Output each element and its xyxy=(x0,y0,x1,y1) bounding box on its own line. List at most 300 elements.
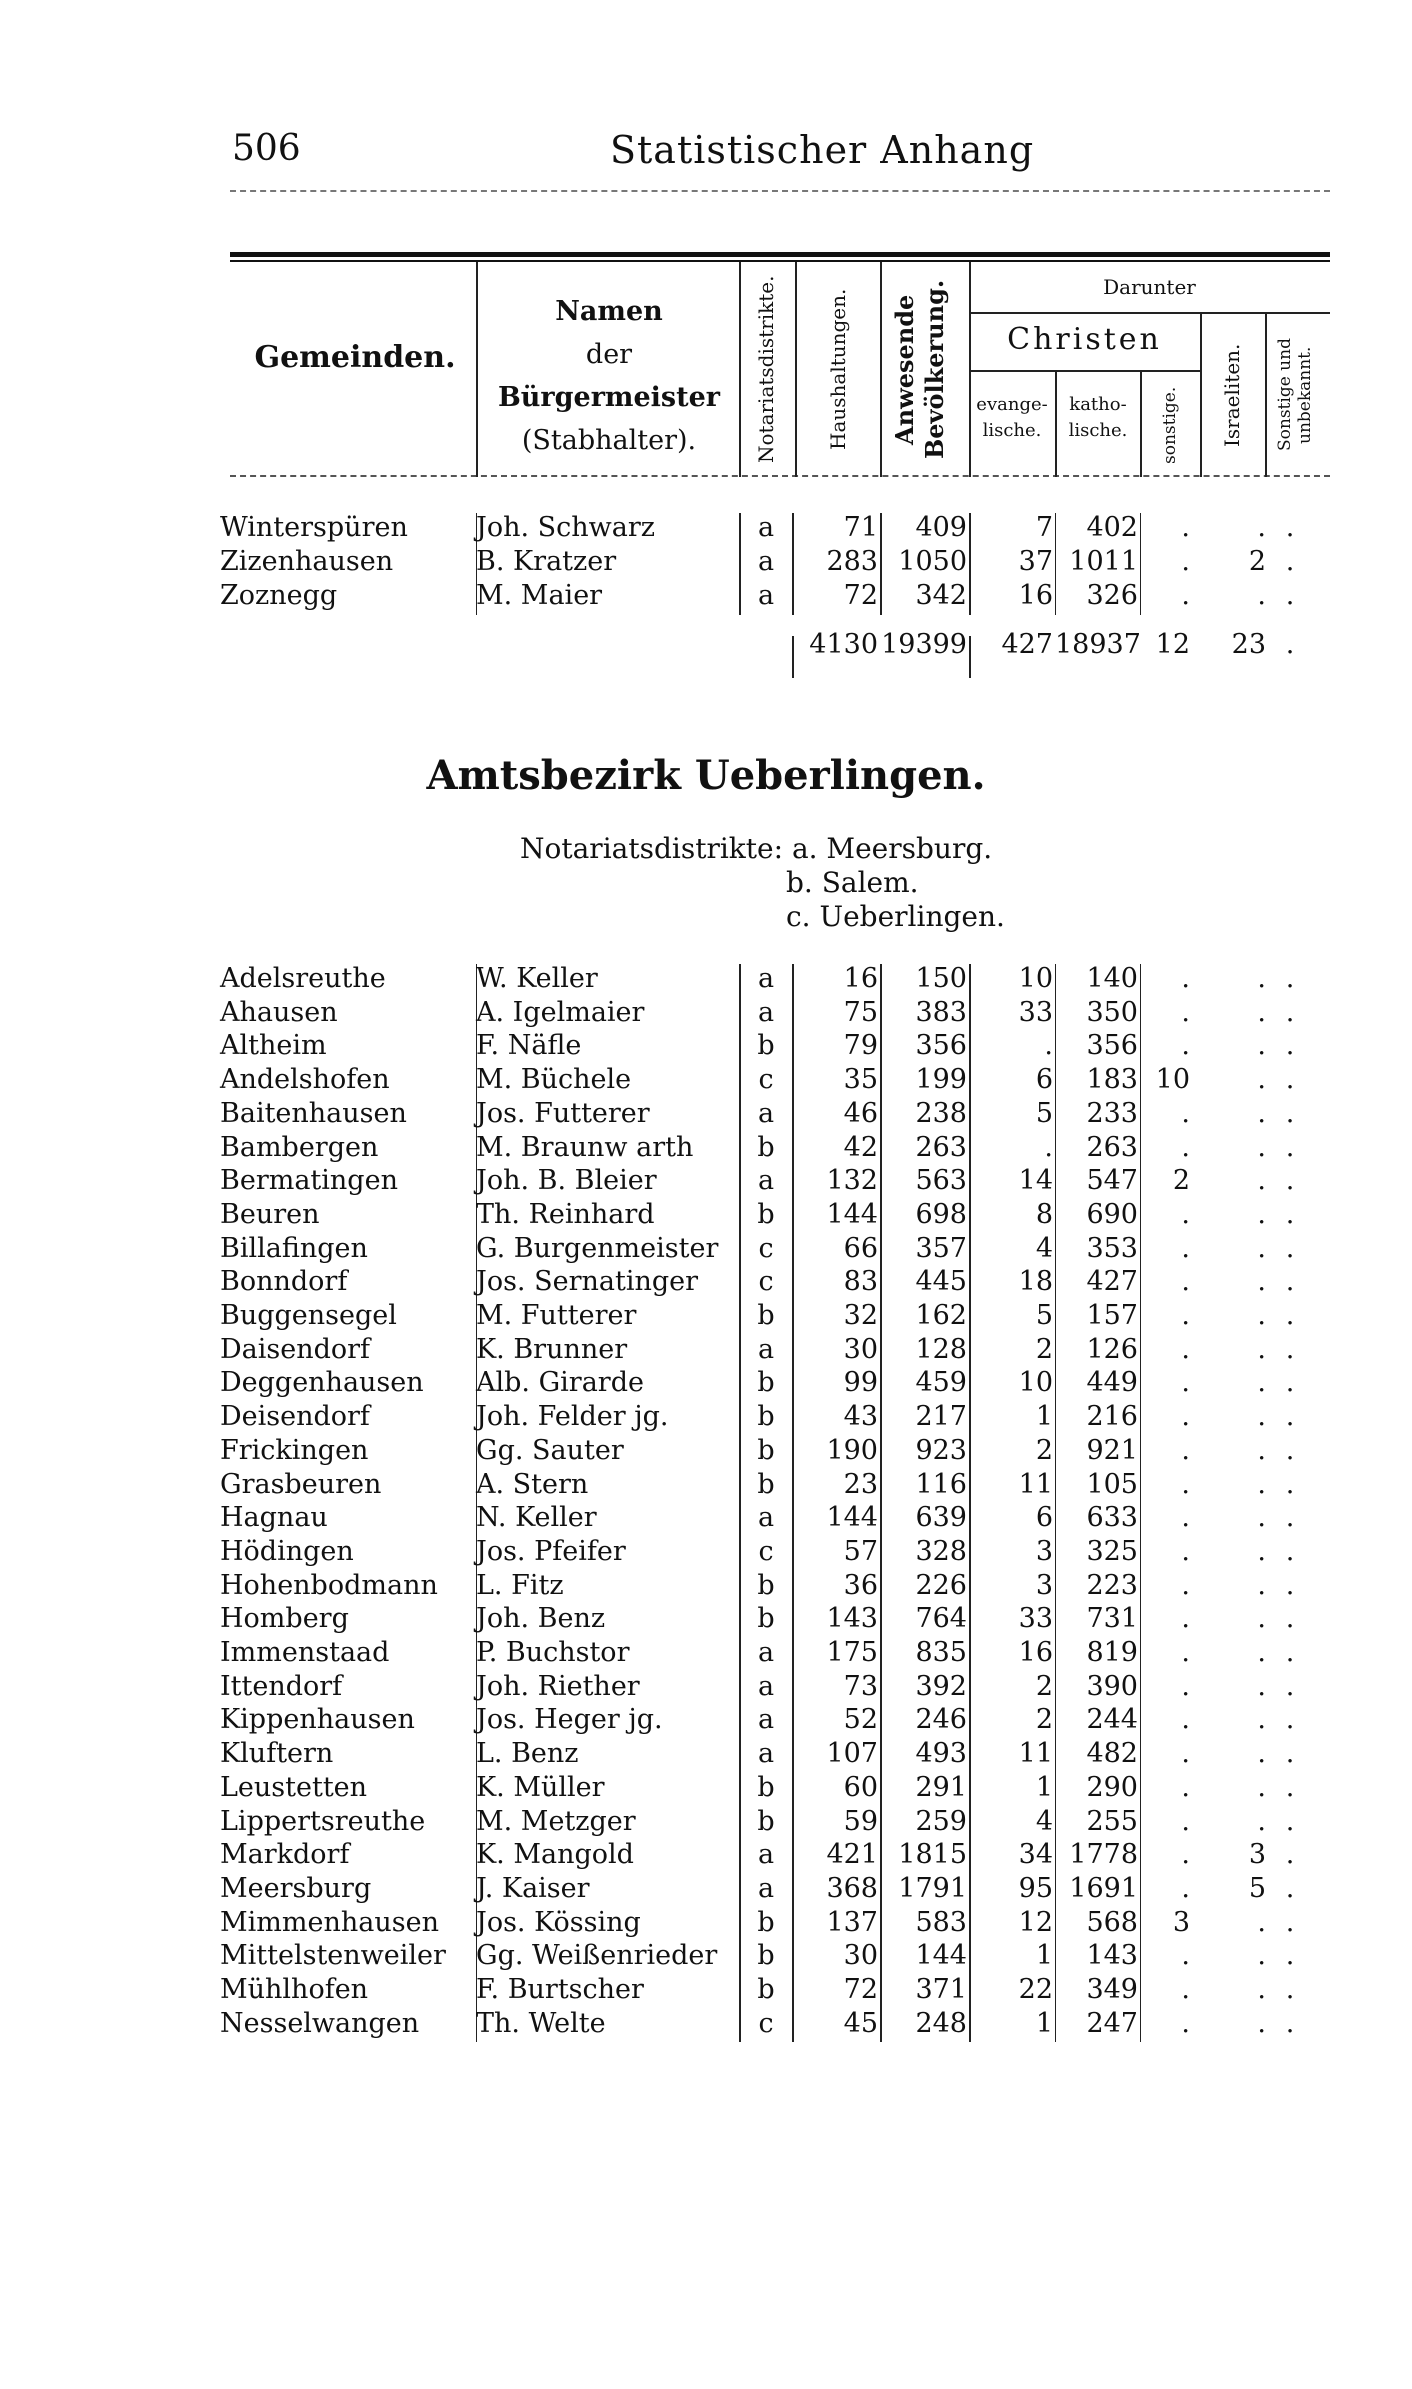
header-katholische: katho-lische. xyxy=(1068,394,1128,441)
table-row xyxy=(0,1872,1412,1906)
cell-haushaltungen: 144 xyxy=(826,1198,878,1230)
col-divider xyxy=(880,262,882,477)
cell-haushaltungen: 16 xyxy=(843,963,878,994)
cell-haushaltungen: 143 xyxy=(826,1603,878,1635)
cell-evangelisch: 4 xyxy=(1035,1232,1053,1264)
cell-gemeinde: Leustetten xyxy=(220,1771,368,1803)
cell-haushaltungen: 72 xyxy=(843,580,878,611)
header-gemeinden: Gemeinden. xyxy=(254,340,456,375)
cell-notariat: b xyxy=(757,1805,775,1837)
cell-sonstige: . xyxy=(1181,1131,1190,1163)
cell-notariat: b xyxy=(757,1940,775,1972)
cell-israeliten: . xyxy=(1257,1300,1266,1331)
cell-buergermeister: M. Maier xyxy=(476,580,603,611)
cell-haushaltungen: 99 xyxy=(843,1367,878,1399)
cell-evangelisch: 2 xyxy=(1035,1704,1053,1736)
cell-israeliten: . xyxy=(1257,1401,1266,1433)
cell-gemeinde: Mittelstenweiler xyxy=(220,1940,446,1972)
cell-unbekannt: . xyxy=(1285,2007,1295,2039)
header-anwesende: Anwesende xyxy=(890,294,919,445)
col-divider xyxy=(1200,312,1202,477)
cell-unbekannt: . xyxy=(1285,1064,1295,1096)
cell-sonstige: . xyxy=(1181,1805,1190,1837)
cell-israeliten: . xyxy=(1257,1333,1266,1365)
christen-rule xyxy=(969,370,1200,372)
cell-evangelisch: 3 xyxy=(1035,1569,1053,1601)
cell-bevoelkerung: 698 xyxy=(915,1198,967,1230)
cell-buergermeister: Joh. Felder jg. xyxy=(476,1401,669,1433)
cell-buergermeister: M. Büchele xyxy=(476,1064,632,1096)
cell-evangelisch: 2 xyxy=(1035,1333,1053,1365)
cell-katholisch: 183 xyxy=(1086,1064,1138,1096)
table-row xyxy=(0,1569,1412,1603)
cell-bevoelkerung: 150 xyxy=(915,963,967,994)
cell-sonstige: . xyxy=(1181,1974,1190,2005)
cell-buergermeister: A. Stern xyxy=(476,1468,589,1500)
cell-bevoelkerung: 226 xyxy=(915,1569,967,1601)
table-row xyxy=(0,1299,1412,1333)
header-namen: Namen xyxy=(555,296,663,327)
cell-evangelisch: 95 xyxy=(1018,1872,1053,1904)
table-row xyxy=(0,1097,1412,1131)
table-row xyxy=(0,1265,1412,1299)
cell-sonstige: . xyxy=(1181,1401,1190,1433)
cell-unbekannt: . xyxy=(1285,1131,1295,1163)
cell-gemeinde: Lippertsreuthe xyxy=(220,1805,426,1837)
header-divider xyxy=(230,190,1330,192)
cell-israeliten: . xyxy=(1257,1670,1266,1702)
cell-evangelisch: 2 xyxy=(1035,1434,1053,1466)
section-title: Amtsbezirk Ueberlingen. xyxy=(426,752,986,799)
cell-unbekannt: . xyxy=(1285,580,1295,611)
notariat-list xyxy=(520,832,1005,934)
cell-katholisch: 157 xyxy=(1086,1300,1138,1331)
cell-bevoelkerung: 263 xyxy=(915,1131,967,1163)
cell-gemeinde: Frickingen xyxy=(220,1434,369,1466)
table-row xyxy=(0,1468,1412,1502)
cell-katholisch: 819 xyxy=(1086,1637,1138,1668)
total-haushaltungen: 4130 xyxy=(809,629,878,660)
cell-haushaltungen: 73 xyxy=(843,1670,878,1702)
cell-notariat: a xyxy=(757,1637,775,1668)
cell-buergermeister: K. Müller xyxy=(476,1771,605,1803)
table-row xyxy=(0,1805,1412,1839)
header-evangelische: evange-lische. xyxy=(976,394,1048,441)
cell-buergermeister: N. Keller xyxy=(476,1502,597,1534)
cell-unbekannt: . xyxy=(1285,1030,1295,1062)
cell-unbekannt: . xyxy=(1285,1198,1295,1230)
cell-israeliten: . xyxy=(1257,1198,1266,1230)
cell-notariat: a xyxy=(757,546,775,577)
cell-notariat: a xyxy=(757,1333,775,1365)
cell-sonstige: . xyxy=(1181,512,1190,543)
cell-haushaltungen: 75 xyxy=(843,996,878,1028)
cell-katholisch: 244 xyxy=(1086,1704,1138,1736)
cell-haushaltungen: 71 xyxy=(843,512,878,543)
cell-bevoelkerung: 1815 xyxy=(898,1839,967,1871)
cell-buergermeister: W. Keller xyxy=(476,963,598,994)
table-row xyxy=(0,1131,1412,1165)
cell-gemeinde: Kippenhausen xyxy=(220,1704,415,1736)
cell-katholisch: 349 xyxy=(1086,1974,1138,2005)
cell-haushaltungen: 132 xyxy=(826,1165,878,1197)
cell-katholisch: 326 xyxy=(1086,580,1138,611)
cell-unbekannt: . xyxy=(1285,963,1295,994)
cell-haushaltungen: 30 xyxy=(843,1940,878,1972)
cell-katholisch: 1011 xyxy=(1069,546,1138,577)
cell-haushaltungen: 23 xyxy=(843,1468,878,1500)
cell-evangelisch: 1 xyxy=(1035,2007,1053,2039)
cell-haushaltungen: 60 xyxy=(843,1771,878,1803)
cell-israeliten: . xyxy=(1257,1940,1266,1972)
cell-unbekannt: . xyxy=(1285,1300,1295,1331)
cell-evangelisch: 14 xyxy=(1018,1165,1053,1197)
cell-haushaltungen: 283 xyxy=(826,546,878,577)
cell-notariat: b xyxy=(757,1030,775,1062)
cell-bevoelkerung: 217 xyxy=(915,1401,967,1433)
cell-notariat: b xyxy=(757,1906,775,1938)
cell-notariat: b xyxy=(757,1603,775,1635)
cell-haushaltungen: 59 xyxy=(843,1805,878,1837)
table-row xyxy=(0,1400,1412,1434)
cell-buergermeister: F. Näfle xyxy=(476,1030,582,1062)
cell-sonstige: 2 xyxy=(1172,1165,1190,1197)
cell-sonstige: 10 xyxy=(1155,1064,1190,1096)
table-row xyxy=(0,1838,1412,1872)
cell-katholisch: 233 xyxy=(1086,1097,1138,1129)
cell-unbekannt: . xyxy=(1285,546,1295,577)
cell-evangelisch: 11 xyxy=(1018,1738,1053,1770)
cell-katholisch: 547 xyxy=(1086,1165,1138,1197)
cell-evangelisch: . xyxy=(1044,1131,1053,1163)
total-unbekannt: . xyxy=(1285,629,1295,660)
cell-sonstige: . xyxy=(1181,1872,1190,1904)
cell-israeliten: . xyxy=(1257,1502,1266,1534)
table-row xyxy=(0,1602,1412,1636)
cell-buergermeister: L. Fitz xyxy=(476,1569,564,1601)
cell-gemeinde: Hohenbodmann xyxy=(220,1569,438,1601)
cell-sonstige: . xyxy=(1181,1670,1190,1702)
cell-bevoelkerung: 835 xyxy=(915,1637,967,1668)
cell-katholisch: 1691 xyxy=(1069,1872,1138,1904)
cell-sonstige: . xyxy=(1181,1535,1190,1567)
cell-sonstige: 3 xyxy=(1172,1906,1190,1938)
cell-notariat: c xyxy=(758,1535,774,1567)
cell-notariat: a xyxy=(757,1502,775,1534)
col-divider xyxy=(1055,370,1057,477)
cell-evangelisch: 10 xyxy=(1018,1367,1053,1399)
totals-row xyxy=(0,628,1412,662)
cell-haushaltungen: 43 xyxy=(843,1401,878,1433)
cell-buergermeister: M. Metzger xyxy=(476,1805,636,1837)
cell-haushaltungen: 79 xyxy=(843,1030,878,1062)
running-title: Statistischer Anhang xyxy=(610,128,1035,172)
table-row xyxy=(0,1737,1412,1771)
cell-israeliten: . xyxy=(1257,1131,1266,1163)
cell-israeliten: . xyxy=(1257,580,1266,611)
table-row xyxy=(0,511,1412,545)
cell-evangelisch: 1 xyxy=(1035,1940,1053,1972)
cell-sonstige: . xyxy=(1181,963,1190,994)
header-bevoelkerung-label: Bevölkerung. xyxy=(920,279,949,460)
cell-bevoelkerung: 1791 xyxy=(898,1872,967,1904)
cell-evangelisch: . xyxy=(1044,1030,1053,1062)
cell-bevoelkerung: 445 xyxy=(915,1266,967,1298)
cell-haushaltungen: 368 xyxy=(826,1872,878,1904)
cell-buergermeister: Joh. Riether xyxy=(476,1670,640,1702)
cell-katholisch: 140 xyxy=(1086,963,1138,994)
cell-bevoelkerung: 392 xyxy=(915,1670,967,1702)
table-row xyxy=(0,1063,1412,1097)
cell-evangelisch: 10 xyxy=(1018,963,1053,994)
cell-bevoelkerung: 162 xyxy=(915,1300,967,1331)
cell-gemeinde: Nesselwangen xyxy=(220,2007,420,2039)
cell-israeliten: . xyxy=(1257,2007,1266,2039)
cell-notariat: c xyxy=(758,2007,774,2039)
cell-gemeinde: Altheim xyxy=(220,1030,327,1062)
cell-evangelisch: 7 xyxy=(1035,512,1053,543)
cell-gemeinde: Ahausen xyxy=(220,996,338,1028)
cell-buergermeister: Joh. Schwarz xyxy=(476,512,655,543)
cell-notariat: a xyxy=(757,1097,775,1129)
cell-buergermeister: B. Kratzer xyxy=(476,546,617,577)
cell-haushaltungen: 137 xyxy=(826,1906,878,1938)
table-row xyxy=(0,1434,1412,1468)
cell-notariat: b xyxy=(757,1434,775,1466)
cell-buergermeister: F. Burtscher xyxy=(476,1974,644,2005)
table-row xyxy=(0,1366,1412,1400)
cell-buergermeister: M. Futterer xyxy=(476,1300,637,1331)
cell-notariat: a xyxy=(757,512,775,543)
total-bevoelkerung: 19399 xyxy=(881,629,967,660)
header-haushaltungen: Haushaltungen. xyxy=(826,288,850,451)
header-bevoelkerung xyxy=(890,272,950,467)
cell-haushaltungen: 144 xyxy=(826,1502,878,1534)
cell-israeliten: . xyxy=(1257,1535,1266,1567)
cell-haushaltungen: 32 xyxy=(843,1300,878,1331)
cell-evangelisch: 4 xyxy=(1035,1805,1053,1837)
cell-gemeinde: Bermatingen xyxy=(220,1165,398,1197)
cell-sonstige: . xyxy=(1181,1266,1190,1298)
cell-notariat: a xyxy=(757,1872,775,1904)
header-buergermeister-label: Bürgermeister xyxy=(497,382,721,413)
cell-sonstige: . xyxy=(1181,1771,1190,1803)
cell-haushaltungen: 35 xyxy=(843,1064,878,1096)
cell-sonstige: . xyxy=(1181,1333,1190,1365)
cell-bevoelkerung: 116 xyxy=(915,1468,967,1500)
cell-notariat: c xyxy=(758,1266,774,1298)
cell-unbekannt: . xyxy=(1285,1670,1295,1702)
cell-buergermeister: Gg. Weißenrieder xyxy=(476,1940,718,1972)
cell-notariat: a xyxy=(757,996,775,1028)
cell-katholisch: 1778 xyxy=(1069,1839,1138,1871)
cell-gemeinde: Zizenhausen xyxy=(220,546,394,577)
cell-katholisch: 390 xyxy=(1086,1670,1138,1702)
cell-evangelisch: 34 xyxy=(1018,1839,1053,1871)
cell-katholisch: 921 xyxy=(1086,1434,1138,1466)
cell-israeliten: . xyxy=(1257,1771,1266,1803)
cell-bevoelkerung: 563 xyxy=(915,1165,967,1197)
cell-katholisch: 290 xyxy=(1086,1771,1138,1803)
cell-haushaltungen: 57 xyxy=(843,1535,878,1567)
cell-unbekannt: . xyxy=(1285,1805,1295,1837)
cell-haushaltungen: 66 xyxy=(843,1232,878,1264)
cell-buergermeister: Joh. Benz xyxy=(476,1603,606,1635)
cell-haushaltungen: 421 xyxy=(826,1839,878,1871)
cell-notariat: b xyxy=(757,1569,775,1601)
cell-gemeinde: Mühlhofen xyxy=(220,1974,369,2005)
cell-haushaltungen: 107 xyxy=(826,1738,878,1770)
cell-katholisch: 105 xyxy=(1086,1468,1138,1500)
cell-evangelisch: 1 xyxy=(1035,1401,1053,1433)
cell-evangelisch: 3 xyxy=(1035,1535,1053,1567)
cell-sonstige: . xyxy=(1181,1198,1190,1230)
cell-gemeinde: Bonndorf xyxy=(220,1266,348,1298)
cell-gemeinde: Ittendorf xyxy=(220,1670,343,1702)
cell-sonstige: . xyxy=(1181,1468,1190,1500)
cell-buergermeister: Joh. B. Bleier xyxy=(476,1165,657,1197)
cell-katholisch: 126 xyxy=(1086,1333,1138,1365)
table-row xyxy=(0,1333,1412,1367)
cell-bevoelkerung: 291 xyxy=(915,1771,967,1803)
table-row xyxy=(0,1906,1412,1940)
header-sonstige-unbekannt: Sonstige und unbekannt. xyxy=(1275,338,1315,452)
col-divider xyxy=(795,262,797,477)
table-row xyxy=(0,962,1412,996)
cell-israeliten: . xyxy=(1257,1434,1266,1466)
cell-gemeinde: Hagnau xyxy=(220,1502,328,1534)
cell-katholisch: 143 xyxy=(1086,1940,1138,1972)
cell-buergermeister: Th. Reinhard xyxy=(476,1198,655,1230)
cell-israeliten: . xyxy=(1257,1569,1266,1601)
cell-notariat: b xyxy=(757,1401,775,1433)
cell-notariat: b xyxy=(757,1367,775,1399)
cell-unbekannt: . xyxy=(1285,1165,1295,1197)
cell-katholisch: 449 xyxy=(1086,1367,1138,1399)
cell-bevoelkerung: 144 xyxy=(915,1940,967,1972)
table-top-rule-thin xyxy=(230,260,1330,262)
table-row xyxy=(0,1535,1412,1569)
cell-notariat: a xyxy=(757,1704,775,1736)
cell-notariat: b xyxy=(757,1131,775,1163)
cell-katholisch: 568 xyxy=(1086,1906,1138,1938)
cell-israeliten: . xyxy=(1257,1232,1266,1264)
cell-haushaltungen: 175 xyxy=(826,1637,878,1668)
cell-israeliten: . xyxy=(1257,1704,1266,1736)
cell-unbekannt: . xyxy=(1285,1401,1295,1433)
cell-unbekannt: . xyxy=(1285,512,1295,543)
cell-sonstige: . xyxy=(1181,2007,1190,2039)
total-evangelisch: 427 xyxy=(1001,629,1053,660)
cell-sonstige: . xyxy=(1181,1232,1190,1264)
cell-sonstige: . xyxy=(1181,1637,1190,1668)
cell-sonstige: . xyxy=(1181,1097,1190,1129)
cell-haushaltungen: 45 xyxy=(843,2007,878,2039)
col-divider xyxy=(1140,370,1142,477)
cell-buergermeister: Alb. Girarde xyxy=(476,1367,644,1399)
cell-haushaltungen: 190 xyxy=(826,1434,878,1466)
cell-gemeinde: Daisendorf xyxy=(220,1333,371,1365)
cell-gemeinde: Immenstaad xyxy=(220,1637,390,1668)
cell-bevoelkerung: 764 xyxy=(915,1603,967,1635)
cell-sonstige: . xyxy=(1181,546,1190,577)
cell-gemeinde: Winterspüren xyxy=(220,512,408,543)
cell-unbekannt: . xyxy=(1285,1603,1295,1635)
cell-katholisch: 402 xyxy=(1086,512,1138,543)
table-row xyxy=(0,996,1412,1030)
cell-israeliten: . xyxy=(1257,1030,1266,1062)
cell-bevoelkerung: 199 xyxy=(915,1064,967,1096)
cell-gemeinde: Baitenhausen xyxy=(220,1097,407,1129)
cell-israeliten: . xyxy=(1257,1805,1266,1837)
cell-evangelisch: 2 xyxy=(1035,1670,1053,1702)
cell-gemeinde: Homberg xyxy=(220,1603,349,1635)
cell-gemeinde: Deisendorf xyxy=(220,1401,370,1433)
table-row xyxy=(0,545,1412,579)
cell-unbekannt: . xyxy=(1285,1097,1295,1129)
cell-buergermeister: Jos. Kössing xyxy=(476,1906,641,1938)
cell-bevoelkerung: 128 xyxy=(915,1333,967,1365)
cell-buergermeister: K. Brunner xyxy=(476,1333,628,1365)
header-darunter: Darunter xyxy=(1103,275,1196,299)
cell-katholisch: 350 xyxy=(1086,996,1138,1028)
cell-sonstige: . xyxy=(1181,1569,1190,1601)
cell-unbekannt: . xyxy=(1285,1738,1295,1770)
cell-bevoelkerung: 328 xyxy=(915,1535,967,1567)
notariat-a: a. Meersburg. xyxy=(791,832,993,865)
cell-buergermeister: Jos. Heger jg. xyxy=(476,1704,663,1736)
cell-israeliten: . xyxy=(1257,1097,1266,1129)
cell-sonstige: . xyxy=(1181,1839,1190,1871)
cell-gemeinde: Billafingen xyxy=(220,1232,368,1264)
cell-unbekannt: . xyxy=(1285,1771,1295,1803)
cell-notariat: a xyxy=(757,1839,775,1871)
cell-gemeinde: Grasbeuren xyxy=(220,1468,382,1500)
cell-bevoelkerung: 923 xyxy=(915,1434,967,1466)
cell-sonstige: . xyxy=(1181,1704,1190,1736)
cell-bevoelkerung: 248 xyxy=(915,2007,967,2039)
cell-unbekannt: . xyxy=(1285,1502,1295,1534)
cell-buergermeister: Th. Welte xyxy=(476,2007,606,2039)
cell-bevoelkerung: 356 xyxy=(915,1030,967,1062)
cell-sonstige: . xyxy=(1181,1300,1190,1331)
cell-evangelisch: 16 xyxy=(1018,580,1053,611)
cell-gemeinde: Hödingen xyxy=(220,1535,354,1567)
cell-katholisch: 690 xyxy=(1086,1198,1138,1230)
cell-evangelisch: 6 xyxy=(1035,1502,1053,1534)
cell-gemeinde: Bambergen xyxy=(220,1131,379,1163)
cell-sonstige: . xyxy=(1181,996,1190,1028)
cell-israeliten: . xyxy=(1257,1974,1266,2005)
cell-israeliten: . xyxy=(1257,512,1266,543)
cell-israeliten: . xyxy=(1257,1367,1266,1399)
table-row xyxy=(0,1670,1412,1704)
cell-notariat: b xyxy=(757,1300,775,1331)
cell-evangelisch: 16 xyxy=(1018,1637,1053,1668)
cell-evangelisch: 5 xyxy=(1035,1097,1053,1129)
cell-bevoelkerung: 371 xyxy=(915,1974,967,2005)
cell-bevoelkerung: 238 xyxy=(915,1097,967,1129)
total-israeliten: 23 xyxy=(1231,629,1266,660)
cell-buergermeister: Jos. Pfeifer xyxy=(476,1535,626,1567)
cell-evangelisch: 6 xyxy=(1035,1064,1053,1096)
cell-israeliten: . xyxy=(1257,1468,1266,1500)
cell-buergermeister: Gg. Sauter xyxy=(476,1434,624,1466)
notariat-c: c. Ueberlingen. xyxy=(786,900,1005,933)
cell-notariat: a xyxy=(757,1165,775,1197)
cell-israeliten: 3 xyxy=(1248,1839,1266,1871)
cell-evangelisch: 18 xyxy=(1018,1266,1053,1298)
